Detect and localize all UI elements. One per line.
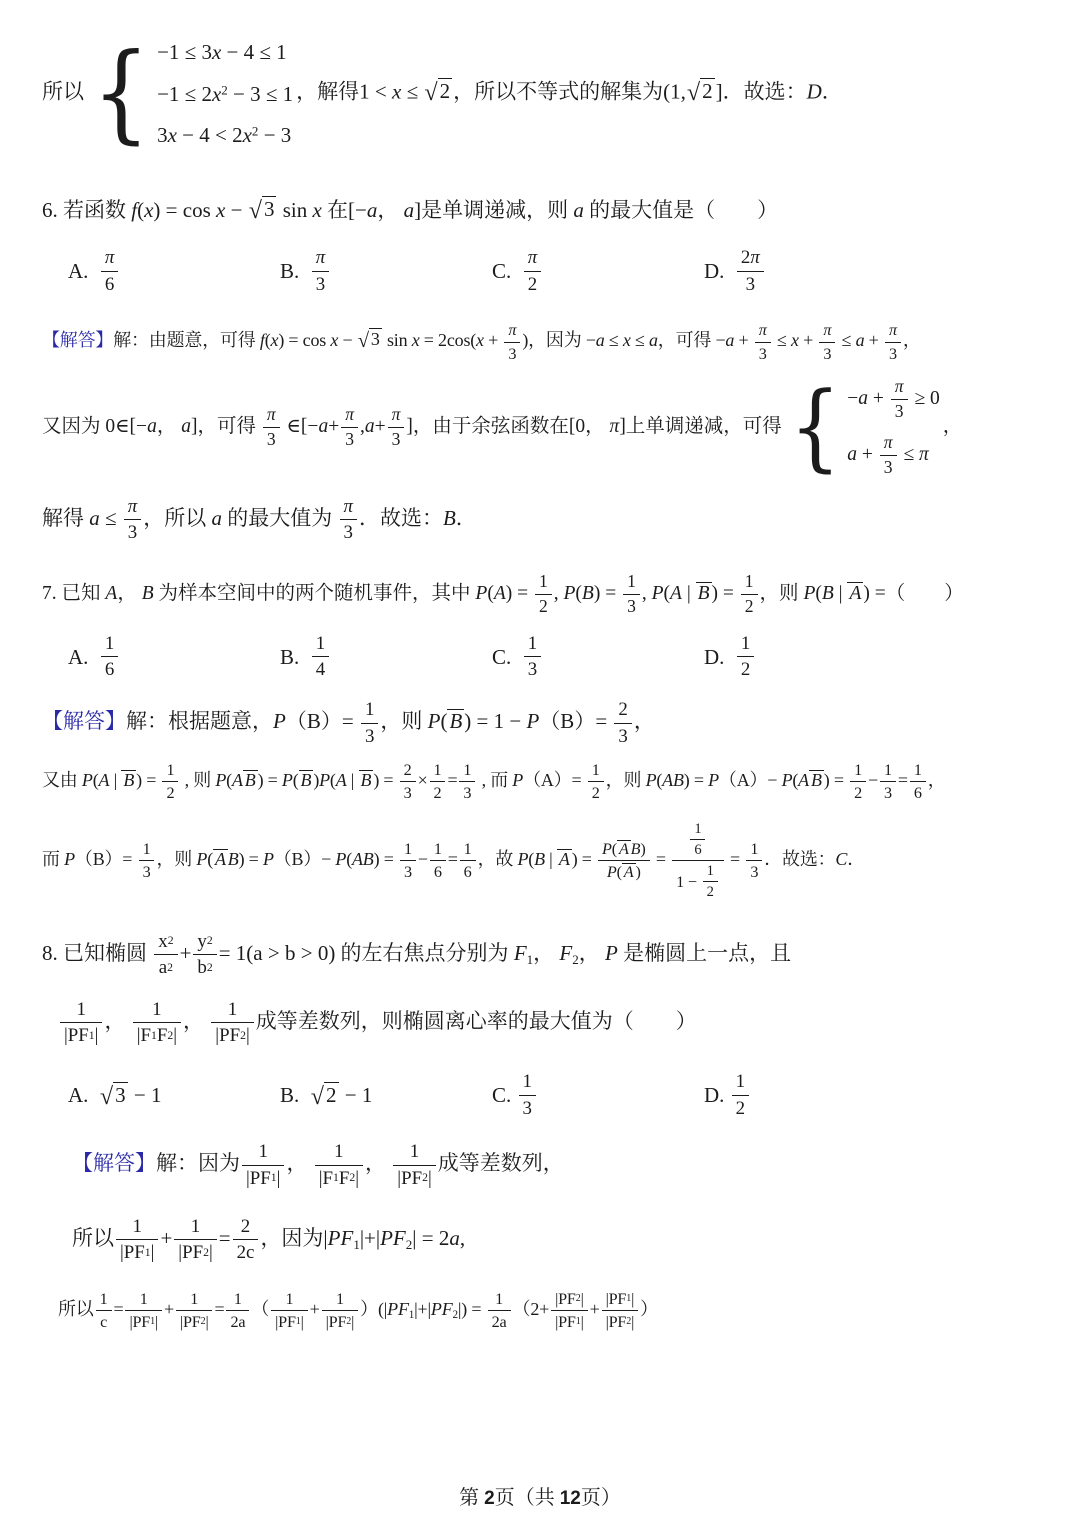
solution-5-continuation: 所以 { −1 ≤ 3x − 4 ≤ 1 $-1 \le 2x^2 - 3 \le 1$ $3x - 4 < 2x^2 - 3$ ，解得1 < x ≤ √ 2 ，所以不等式的解集为(1, √ 2 ]．故选：D． [42,31,843,156]
footer-page-number: 2 [484,1488,495,1509]
question-6-stem: 6. 若函数 f(x) = cos x − √ 3 sin x 在[−a， a]是单调递减，则 a 的最大值是（ ） [42,196,779,224]
page-footer [42,1481,1038,1526]
option-a: A. 1 6 [68,632,280,682]
question-8-stem-line-1: 8. 已知椭圆 x 2 a 2 + y 2 b 2 = 1(a > b > 0) 的左右焦点分别为 F1， F2， P 是椭圆上一点，且 [42,930,792,979]
question-7-options [42,632,1038,682]
option-a: A. π 6 [68,246,280,296]
option-c: C. π 2 [492,246,704,296]
question-6-options [42,246,1038,296]
question-8-solution-line-2: 所以 1 |PF 1 | + 1 |PF 2 | = $\frac{2}{2c}$ ，因为|PF1|+|PF2| = 2a, [72,1215,466,1264]
option-c: C. 1 3 [492,1070,704,1120]
footer-text-post: 页） [580,1487,621,1509]
footer-text-mid: 页（共 [494,1487,560,1509]
question-8-stem-line-2: 1 |PF 1 | ， 1 |F 1 F 2 | ， 1 |PF 2 | 成等差数列，则椭圆离心率的最大值为（ ） [42,998,1038,1048]
question-6-solution-line-2: 又因为 0∈[−a， a]，可得 $\frac{\pi}{3}$ ∈[−a+ $\frac{\pi}{3}$ ,a+ $\frac{\pi}{3}$ ]，由于余弦函数在[0， π]上单调递减，可得 { −a + $\frac{\pi}{3}$ ≥ 0 a + $\frac{\pi}{3}$ ≤ π ， [42,371,963,482]
question-7-stem: 7. 已知 A， B 为样本空间中的两个随机事件，其中 P(A) = $\frac{1}{2}$ , P(B) = $\frac{1}{3}$ , P(A | B ) = $\frac{1}{2}$ ，则 P(B | A ) =（ ） [42,570,964,616]
question-7-solution-line-3: 而 P（B）= $\frac{1}{3}$ ，则 P( A B) = P（B）− P(AB) = $\frac{1}{3}$ − $\frac{1}{6}$ = $\frac{1}{6}$ ，故 P(B | A ) = P ( A B ) P ( A ) = 1 6 1 − $\frac{1}{2}$ = $\frac{1}{3}$ ．故选：C． [42,820,866,901]
option-d: D. 1 2 [704,632,1038,682]
question-7-solution-line-1: 【解答】解：根据题意，P（B）= $\frac{1}{3}$ ，则 P(B) = 1 − P（B）= $\frac{2}{3}$ ， [42,698,655,747]
question-6-solution-line-1: 【解答】解：由题意，可得 f(x) = cos x − √ 3 sin x = 2cos(x + $\frac{\pi}{3}$ )，因为 −a ≤ x ≤ a，可得 −a + $\frac{\pi}{3}$ ≤ x + $\frac{\pi}{3}$ ≤ a + $\frac{\pi}{3}$ ， [42,321,921,363]
option-b: B. 1 4 [280,632,492,682]
footer-total-pages: 12 [559,1488,581,1509]
question-8-solution-line-3: 所以 $\frac{1}{c}$ = 1 |PF 1 | + 1 |PF 2 | = $\frac{1}{2a}$ （ 1 |PF 1 | + 1 |PF 2 | ）(|PF1|+|PF2|) = $\frac{1}{2a}$ （2+ |PF 2 | |PF 1 | + |PF 1 | |PF 2 | ） [58,1289,658,1332]
option-b: B. √ 2 − 1 [280,1082,373,1111]
option-c: C. 1 3 [492,632,704,682]
question-6-solution-line-3: 解得 a ≤ $\frac{\pi}{3}$ ，所以 a 的最大值为 $\frac{\pi}{3}$ ．故选：B． [42,495,477,544]
option-d: D. 1 2 [704,1070,1038,1120]
option-d: D. 2 π 3 [704,246,1038,296]
question-8-solution-line-1: 【解答】解：因为 1 |PF 1 | ， 1 |F 1 F 2 | ， 1 |PF 2 | 成等差数列， [72,1141,564,1189]
option-b: B. π 3 [280,246,492,296]
footer-text-pre: 第 [459,1487,485,1509]
question-7-solution-line-2: 又由 P(A | B ) = $\frac{1}{2}$ , 则 P(A B ) = P( B )P(A | B ) = $\frac{2}{3}$ × $\frac{1}{2}$ = $\frac{1}{3}$ , 而 P（A）= $\frac{1}{2}$ ，则 P(AB) = P（A）− P(A B ) = $\frac{1}{2}$ − $\frac{1}{3}$ = $\frac{1}{6}$ ， [42,761,946,803]
question-8-options [42,1070,1038,1120]
option-a: A. √ 3 − 1 [68,1082,162,1111]
